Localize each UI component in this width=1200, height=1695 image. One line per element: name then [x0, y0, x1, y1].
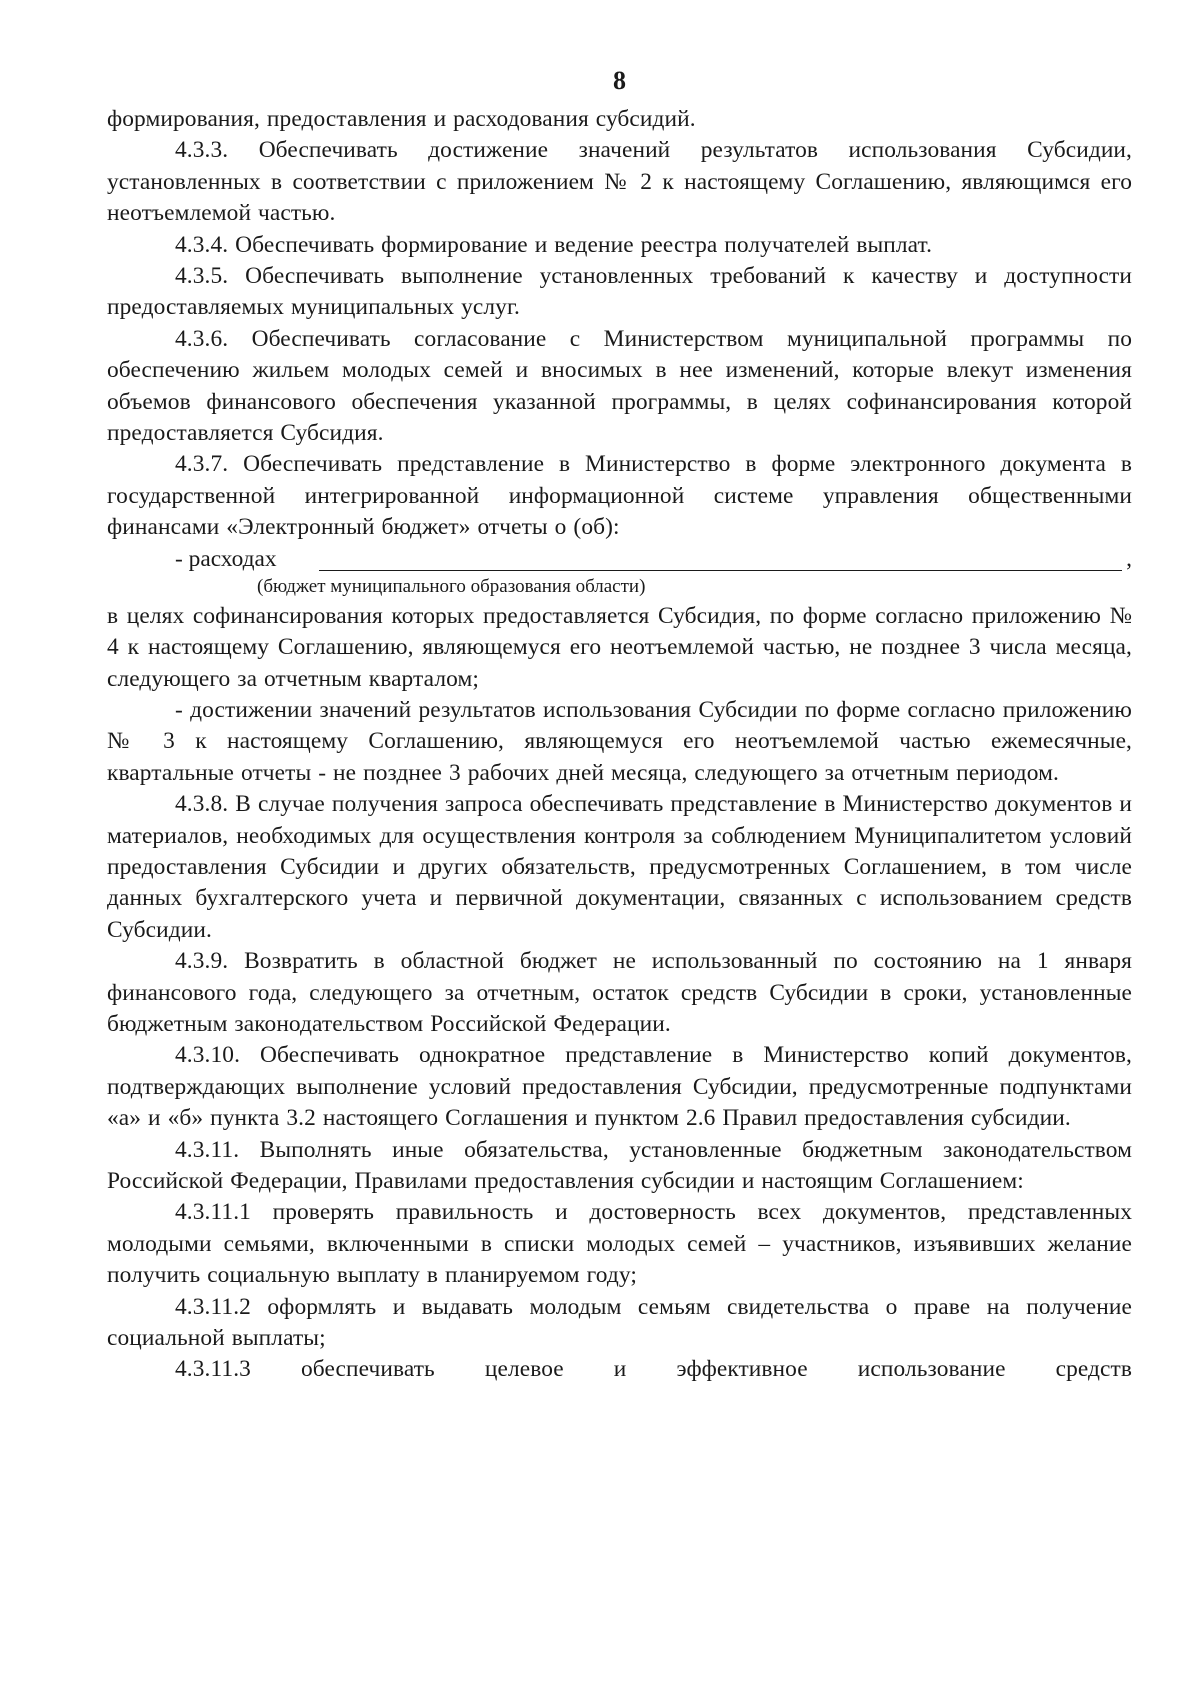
results-report-item: - достижении значений результатов использования Субсидии по форме согласно приложению № 3 к настоящему Соглашению, являющемуся его неотъемлемой частью ежемесячные, квартальные отчеты - не позднее 3 рабочих дней месяца, следующего за отчетным периодом. — [107, 696, 1132, 786]
clause-4-3-7: 4.3.7. Обеспечивать представление в Министерство в форме электронного документа в государственной интегрированной информационной системе управления общественными финансами «Электронный бюджет» отчеты о (об): — [107, 451, 1132, 541]
expenses-continuation: в целях софинансирования которых предоставляется Субсидия, по форме согласно приложению № 4 к настоящему Соглашению, являющемуся его неотъемлемой частью, не позднее 3 числа месяца, следующего за отчетным кварталом; — [107, 602, 1132, 692]
fill-in-underline — [319, 570, 1122, 571]
expenses-label: - расходах — [175, 545, 277, 572]
clause-4-3-4: 4.3.4. Обеспечивать формирование и ведение реестра получателей выплат. — [175, 231, 933, 258]
clause-4-3-11: 4.3.11. Выполнять иные обязательства, установленные бюджетным законодательством Российской Федерации, Правилами предоставления субсидии и настоящим Соглашением: — [107, 1136, 1132, 1194]
page-number: 8 — [613, 66, 626, 95]
clause-4-3-11-1: 4.3.11.1 проверять правильность и достоверность всех документов, представленных молодыми семьями, включенными в списки молодых семей – участников, изъявивших желание получить социальную выплату в планируемом году; — [107, 1199, 1132, 1289]
expenses-blank-line — [107, 544, 1132, 575]
comma: , — [1126, 545, 1132, 572]
paragraph-continuation: формирования, предоставления и расходования субсидий. — [107, 106, 696, 132]
clause-4-3-5: 4.3.5. Обеспечивать выполнение установленных требований к качеству и доступности предоставляемых муниципальных услуг. — [107, 263, 1132, 321]
clause-4-3-11-3: 4.3.11.3 обеспечивать целевое и эффективное использование средств — [175, 1356, 1132, 1383]
clause-4-3-11-2: 4.3.11.2 оформлять и выдавать молодым семьям свидетельства о праве на получение социальной выплаты; — [107, 1293, 1132, 1352]
clause-4-3-6: 4.3.6. Обеспечивать согласование с Министерством муниципальной программы по обеспечению жильем молодых семей и вносимых в нее изменений, которые влекут изменения объемов финансового обеспечения указанной программы, в целях софинансирования которой предоставляется Субсидия. — [107, 325, 1132, 447]
blank-caption: (бюджет муниципального образования области) — [257, 575, 646, 597]
clause-4-3-3: 4.3.3. Обеспечивать достижение значений результатов использования Субсидии, установленных в соответствии с приложением № 2 к настоящему Соглашению, являющимся его неотъемлемой частью. — [107, 137, 1132, 227]
clause-4-3-8: 4.3.8. В случае получения запроса обеспечивать представление в Министерство документов и материалов, необходимых для осуществления контроля за соблюдением Муниципалитетом условий предоставления Субсидии и других обязательств, предусмотренных Соглашением, в том числе данных бухгалтерского учета и первичной документации, связанных с использованием средств Субсидии. — [107, 791, 1132, 943]
clause-4-3-10: 4.3.10. Обеспечивать однократное представление в Министерство копий документов, подтверждающих выполнение условий предоставления Субсидии, предусмотренные подпунктами «а» и «б» пункта 3.2 настоящего Соглашения и пунктом 2.6 Правил предоставления субсидии. — [107, 1042, 1132, 1132]
clause-4-3-9: 4.3.9. Возвратить в областной бюджет не использованный по состоянию на 1 января финансового года, следующего за отчетным, остаток средств Субсидии в сроки, установленные бюджетным законодательством Российской Федерации. — [107, 948, 1132, 1037]
